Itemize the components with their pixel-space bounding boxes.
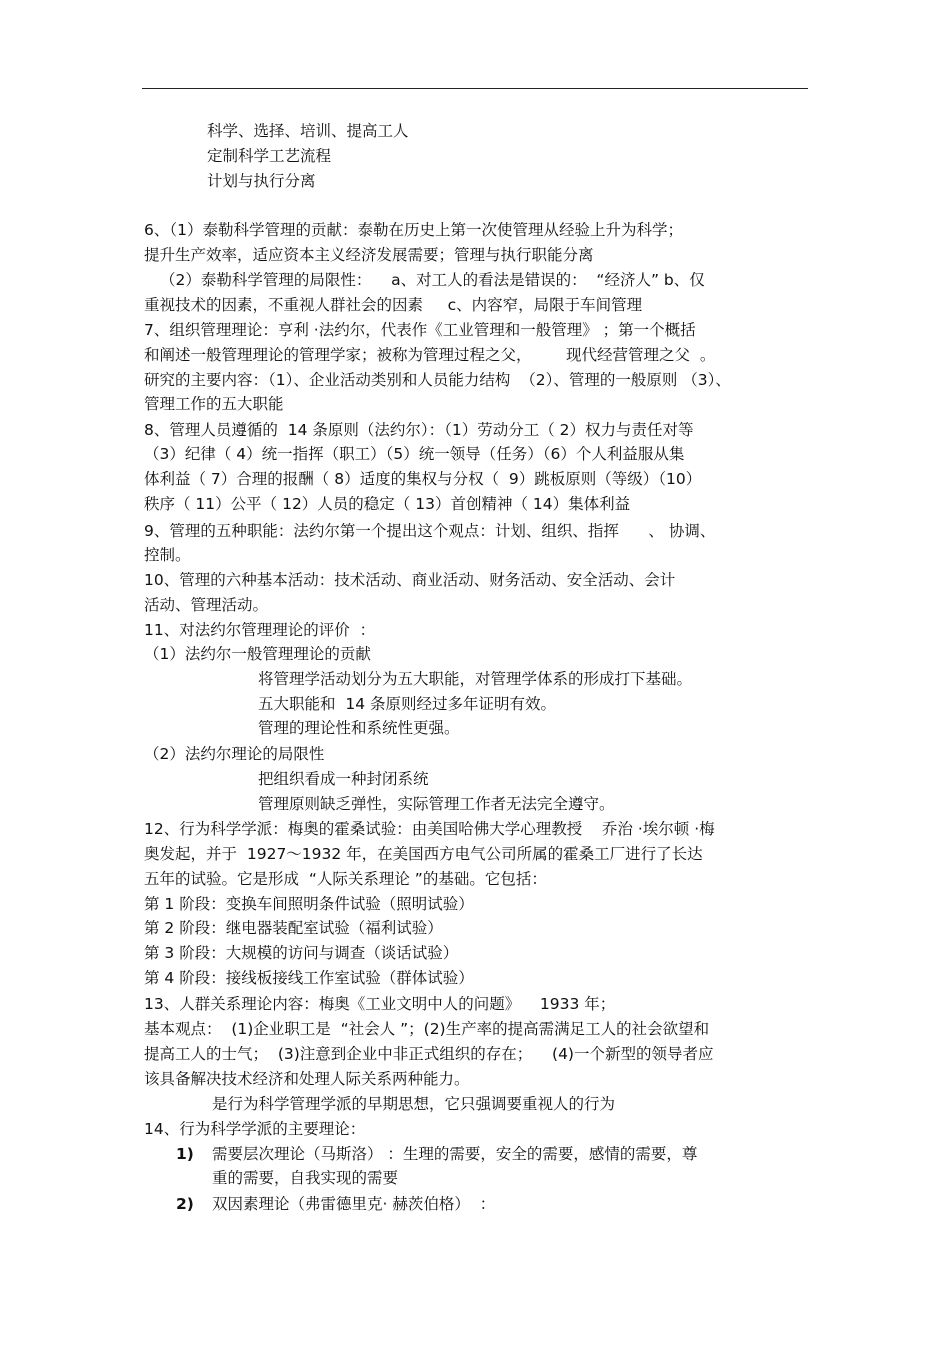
text-line: 重的需要，自我实现的需要: [212, 1169, 399, 1187]
text-line: 8、管理人员遵循的 14 条原则（法约尔）：（1）劳动分工（ 2）权力与责任对等: [144, 421, 694, 439]
text-line: （3）纪律（ 4）统一指挥（职工）（5）统一领导（任务）（6）个人利益服从集: [144, 445, 685, 463]
text-line: 五年的试验。它是形成 “人际关系理论 ”的基础。它包括：: [144, 870, 547, 888]
text-line: 双因素理论（弗雷德里克· 赫茨伯格） ：: [212, 1195, 496, 1213]
text-line: 重视技术的因素，不重视人群社会的因素 c、内容窄，局限于车间管理: [144, 296, 643, 314]
text-line: 该具备解决技术经济和处理人际关系两种能力。: [144, 1070, 470, 1088]
text-line: 基本观点： (1)企业职工是 “社会人 ”；(2)生产率的提高需满足工人的社会欲望和: [144, 1020, 710, 1038]
text-line: 管理工作的五大职能: [144, 395, 284, 413]
text-line: 管理原则缺乏弹性，实际管理工作者无法完全遵守。: [258, 795, 615, 813]
text-line: 第 4 阶段：接线板接线工作室试验（群体试验）: [144, 969, 474, 987]
text-line: 科学、选择、培训、提高工人: [207, 122, 409, 140]
text-line: 第 1 阶段：变换车间照明条件试验（照明试验）: [144, 895, 474, 913]
text-line: 是行为科学管理学派的早期思想，它只强调要重视人的行为: [212, 1095, 616, 1113]
text-line: 第 2 阶段：继电器装配室试验（福利试验）: [144, 919, 443, 937]
text-line: 需要层次理论（马斯洛） ：生理的需要，安全的需要，感情的需要，尊: [212, 1145, 698, 1163]
list-marker: 1): [176, 1145, 194, 1163]
text-line: 第 3 阶段：大规模的访问与调查（谈话试验）: [144, 944, 459, 962]
text-line: 12、行为科学学派：梅奥的霍桑试验：由美国哈佛大学心理教授 乔治 ·埃尔顿 ·梅: [144, 820, 715, 838]
text-line: 10、管理的六种基本活动：技术活动、商业活动、财务活动、安全活动、会计: [144, 571, 676, 589]
text-line: 定制科学工艺流程: [207, 147, 332, 165]
text-line: 9、管理的五种职能：法约尔第一个提出这个观点：计划、组织、指挥 、 协调、: [144, 522, 716, 540]
text-line: 6、（1）泰勒科学管理的贡献：泰勒在历史上第一次使管理从经验上升为科学；: [144, 221, 683, 239]
text-line: 体利益（ 7）合理的报酬（ 8）适度的集权与分权（ 9）跳板原则（等级）（10）: [144, 470, 702, 488]
text-line: 控制。: [144, 546, 191, 564]
text-line: 计划与执行分离: [207, 172, 316, 190]
text-line: （2）泰勒科学管理的局限性： a、对工人的看法是错误的： “经济人” b、仅: [160, 271, 705, 289]
text-line: 把组织看成一种封闭系统: [258, 770, 429, 788]
text-line: 将管理学活动划分为五大职能，对管理学体系的形成打下基础。: [258, 670, 693, 688]
text-line: 7、组织管理理论：亨利 ·法约尔，代表作《工业管理和一般管理》 ；第一个概括: [144, 321, 696, 339]
text-line: 五大职能和 14 条原则经过多年证明有效。: [258, 695, 557, 713]
text-line: 11、对法约尔管理理论的评价 ：: [144, 621, 376, 639]
text-line: 管理的理论性和系统性更强。: [258, 719, 460, 737]
text-line: 提高工人的士气； (3)注意到企业中非正式组织的存在； (4)一个新型的领导者应: [144, 1045, 714, 1063]
text-line: 秩序（ 11）公平（ 12）人员的稳定（ 13）首创精神（ 14）集体利益: [144, 495, 631, 513]
text-line: 13、人群关系理论内容：梅奥《工业文明中人的问题》 1933 年；: [144, 995, 616, 1013]
text-line: 研究的主要内容：（1）、企业活动类别和人员能力结构 （2）、管理的一般原则 （3）、: [144, 371, 731, 389]
text-line: 14、行为科学学派的主要理论：: [144, 1120, 366, 1138]
text-line: （2）法约尔理论的局限性: [144, 745, 325, 763]
text-line: （1）法约尔一般管理理论的贡献: [144, 645, 371, 663]
list-marker: 2): [176, 1195, 194, 1213]
text-line: 和阐述一般管理理论的管理学家；被称为管理过程之父， 现代经营管理之父 。: [144, 346, 716, 364]
text-line: 提升生产效率，适应资本主义经济发展需要；管理与执行职能分离: [144, 246, 594, 264]
text-line: 奥发起，并于 1927～1932 年，在美国西方电气公司所属的霍桑工厂进行了长达: [144, 845, 703, 863]
text-line: 活动、管理活动。: [144, 596, 269, 614]
header-rule: [142, 88, 808, 89]
